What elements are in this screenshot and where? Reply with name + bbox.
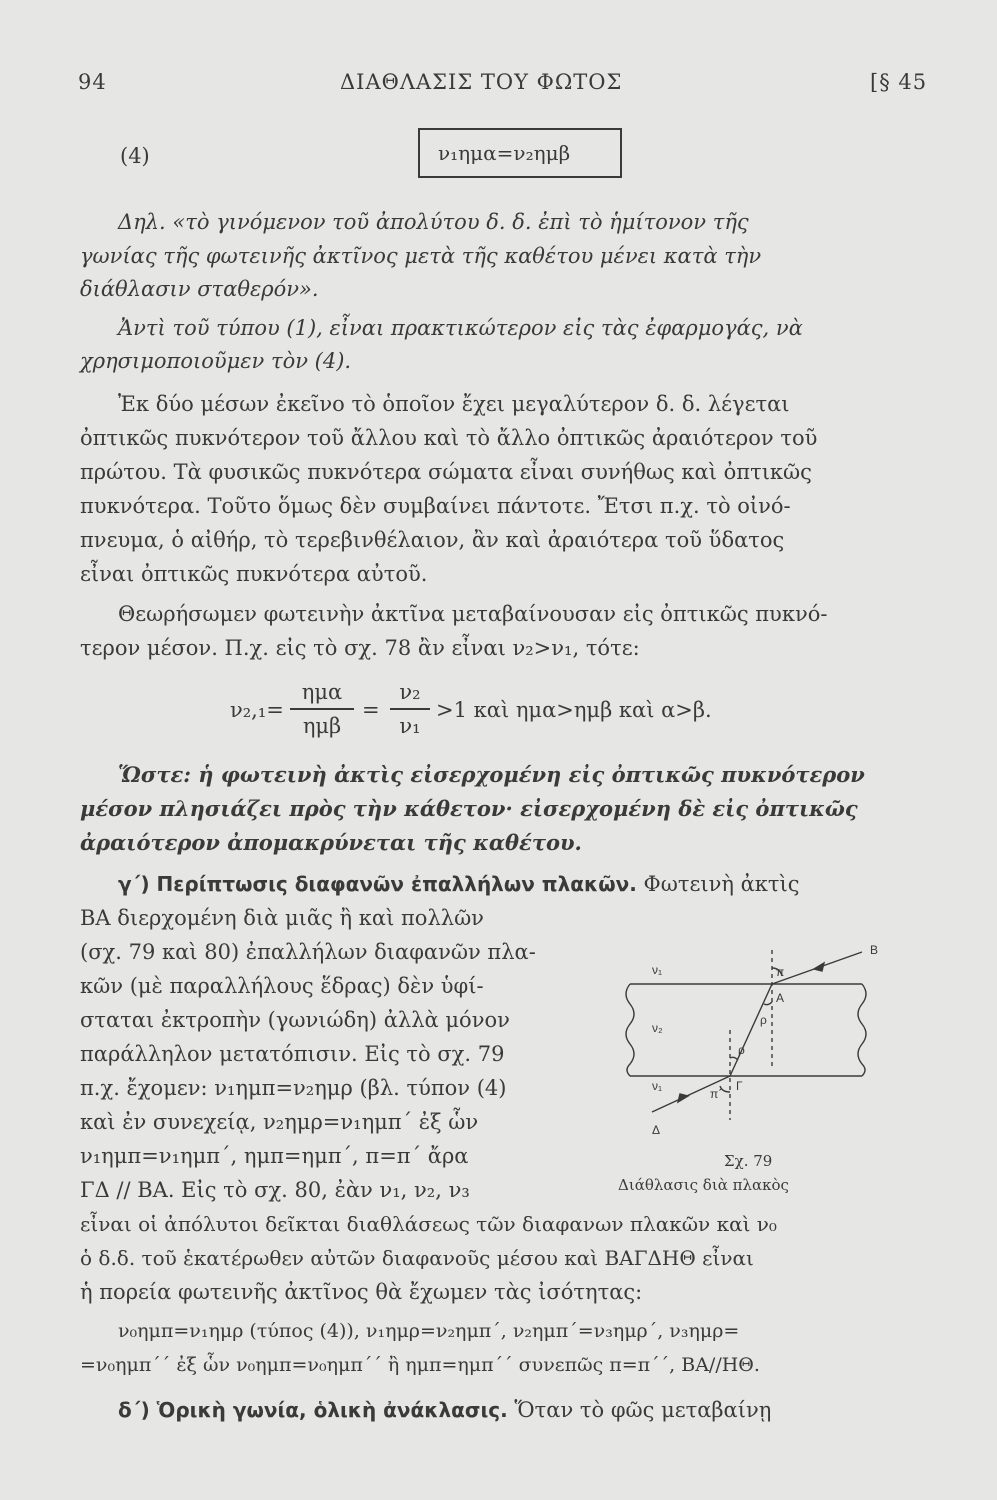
fraction2-numerator: ν₂ xyxy=(399,680,421,704)
figure-79 xyxy=(600,920,900,1210)
angle-arc-rho xyxy=(764,1002,772,1005)
section-d-heading: δ΄) Ὁρικὴ γωνία, ὁλικὴ ἀνάκλασις. xyxy=(118,1398,508,1422)
para3-line4: πυκνότερα. Τοῦτο ὅμως δὲν συμβαίνει πάντοτε. Ἔτσι π.χ. τὸ οἰνό- xyxy=(80,494,791,518)
para5-line2: μέσον πλησιάζει πρὸς τὴν κάθετον· εἰσερχομένη δὲ εἰς ὀπτικῶς xyxy=(80,796,858,821)
fraction1-bar xyxy=(290,708,354,710)
label-B: B xyxy=(870,943,879,957)
para3-line6: εἶναι ὀπτικῶς πυκνότερα αὐτοῦ. xyxy=(80,562,428,586)
fraction2-denominator: ν₁ xyxy=(399,714,421,738)
section-c-line11: εἶναι οἱ ἀπόλυτοι δεῖκται διαθλάσεως τῶν διαφανων πλακῶν καὶ ν₀ xyxy=(80,1212,777,1236)
label-v1-top: ν₁ xyxy=(652,963,663,977)
section-c-heading: γ΄) Περίπτωσις διαφανῶν ἐπαλλήλων πλακῶν. xyxy=(118,872,637,896)
boxed-equation-text: ν₁ημα=ν₂ημβ xyxy=(438,141,571,165)
para5-line1: Ὥστε: ἡ φωτεινὴ ἀκτὶς εἰσερχομένη εἰς ὀπτικῶς πυκνότερον xyxy=(118,762,865,787)
fraction2-bar xyxy=(390,708,430,710)
label-G: Γ xyxy=(736,1079,743,1093)
para2-line2: χρησιμοποιοῦμεν τὸν (4). xyxy=(80,349,352,373)
plate-left-edge xyxy=(626,984,634,1076)
ratio-equals: = xyxy=(362,698,380,722)
para2-line1: Ἀντὶ τοῦ τύπου (1), εἶναι πρακτικώτερον εἰς τὰς ἐφαρμογάς, νὰ xyxy=(118,316,803,340)
emergent-arrow xyxy=(678,1094,688,1102)
section-c-line6: παράλληλον μετατόπισιν. Εἰς τὸ σχ. 79 xyxy=(80,1042,505,1066)
section-c-line13: ἡ πορεία φωτεινῆς ἀκτῖνος θὰ ἔχωμεν τὰς ἰσότητας: xyxy=(80,1280,643,1304)
section-c-line2: ΒΑ διερχομένη διὰ μιᾶς ἢ καὶ πολλῶν xyxy=(80,906,484,930)
section-c-line4: κῶν (μὲ παραλλήλους ἕδρας) δὲν ὑφί- xyxy=(80,974,484,998)
figure-number: Σχ. 79 xyxy=(724,1152,773,1170)
label-v2: ν₂ xyxy=(652,1021,663,1035)
label-pi: π xyxy=(776,965,785,979)
label-A: A xyxy=(776,991,785,1005)
para3-line1: Ἐκ δύο μέσων ἐκεῖνο τὸ ὁποῖον ἔχει μεγαλύτερον δ. δ. λέγεται xyxy=(118,392,790,416)
para1-line2: γωνίας τῆς φωτεινῆς ἀκτῖνος μετὰ τῆς καθέτου μένει κατὰ τὴν xyxy=(80,244,762,268)
para3-line2: ὀπτικῶς πυκνότερον τοῦ ἄλλου καὶ τὸ ἄλλο ὀπτικῶς ἀραιότερον τοῦ xyxy=(80,426,818,450)
angle-arc-rho2 xyxy=(730,1057,738,1060)
para1-line3: διάθλασιν σταθερόν». xyxy=(80,277,319,301)
fraction1-denominator: ημβ xyxy=(302,714,342,738)
section-c-heading-tail: Φωτεινὴ ἀκτὶς xyxy=(643,872,800,896)
para4-line1: Θεωρήσωμεν φωτεινὴν ἀκτῖνα μεταβαίνουσαν εἰς ὀπτικῶς πυκνό- xyxy=(118,602,828,626)
ratio-lhs: ν₂,₁= xyxy=(230,698,284,722)
figure-caption: Διάθλασις διὰ πλακὸς xyxy=(618,1176,789,1194)
label-pi2: π΄ xyxy=(710,1087,723,1101)
para4-line2: τερον μέσον. Π.χ. εἰς τὸ σχ. 78 ἂν εἶναι ν₂>ν₁, τότε: xyxy=(80,636,640,660)
section-c-line8: καὶ ἐν συνεχείᾳ, ν₂ημρ=ν₁ημπ΄ ἐξ ὧν xyxy=(80,1110,479,1134)
incident-arrow xyxy=(814,963,824,971)
section-c-line15: =ν₀ημπ΄΄ ἐξ ὧν ν₀ημπ=ν₀ημπ΄΄ ἢ ημπ=ημπ΄΄ συνεπῶς π=π΄΄, ΒΑ//ΗΘ. xyxy=(80,1354,760,1376)
para5-line3: ἀραιότερον ἀπομακρύνεται τῆς καθέτου. xyxy=(80,830,582,855)
section-d-line xyxy=(118,1400,771,1421)
para3-line3: πρώτου. Τὰ φυσικῶς πυκνότερα σώματα εἶναι συνήθως καὶ ὀπτικῶς xyxy=(80,460,812,484)
section-c-line14: ν₀ημπ=ν₁ημρ (τύπος (4)), ν₁ημρ=ν₂ημπ΄, ν₂ημπ΄=ν₃ημρ΄, ν₃ημρ= xyxy=(118,1320,740,1342)
para1-line1: Δηλ. «τὸ γινόμενον τοῦ ἀπολύτου δ. δ. ἐπὶ τὸ ἡμίτονον τῆς xyxy=(118,210,749,234)
plate-right-edge xyxy=(858,984,866,1076)
section-c-line10: ΓΔ // ΒΑ. Εἰς τὸ σχ. 80, ἐὰν ν₁, ν₂, ν₃ xyxy=(80,1178,470,1202)
section-c-line7: π.χ. ἔχομεν: ν₁ημπ=ν₂ημρ (βλ. τύπον (4) xyxy=(80,1076,507,1100)
section-c-line9: ν₁ημπ=ν₁ημπ΄, ημπ=ημπ΄, π=π΄ ἄρα xyxy=(80,1144,469,1168)
section-c-line12: ὁ δ.δ. τοῦ ἑκατέρωθεν αὐτῶν διαφανοῦς μέσου καὶ ΒΑΓΔΗΘ εἶναι xyxy=(80,1246,754,1270)
equation-label: (4) xyxy=(120,144,150,168)
running-title: ΔΙΑΘΛΑΣΙΣ ΤΟΥ ΦΩΤΟΣ xyxy=(340,70,623,94)
section-c-line3: (σχ. 79 καὶ 80) ἐπαλλήλων διαφανῶν πλα- xyxy=(80,940,536,964)
section-c-line5: σταται ἐκτροπὴν (γωνιώδη) ἀλλὰ μόνον xyxy=(80,1008,510,1032)
section-c-heading-line xyxy=(118,874,800,895)
refracted-ray xyxy=(730,984,772,1076)
section-marker: [§ 45 xyxy=(870,70,928,94)
label-rho: ρ xyxy=(760,1013,767,1027)
ratio-rhs: >1 καὶ ημα>ημβ καὶ α>β. xyxy=(436,698,712,722)
label-D: Δ xyxy=(652,1123,661,1137)
fraction1-numerator: ημα xyxy=(301,680,343,704)
label-rho2: ρ xyxy=(738,1043,745,1057)
page-number: 94 xyxy=(78,70,107,94)
para3-line5: πνευμα, ὁ αἰθήρ, τὸ τερεβινθέλαιον, ἂν καὶ ἀραιότερα τοῦ ὕδατος xyxy=(80,528,785,552)
section-d-tail: Ὅταν τὸ φῶς μεταβαίνῃ xyxy=(514,1398,772,1422)
label-v1-bottom: ν₁ xyxy=(652,1079,663,1093)
